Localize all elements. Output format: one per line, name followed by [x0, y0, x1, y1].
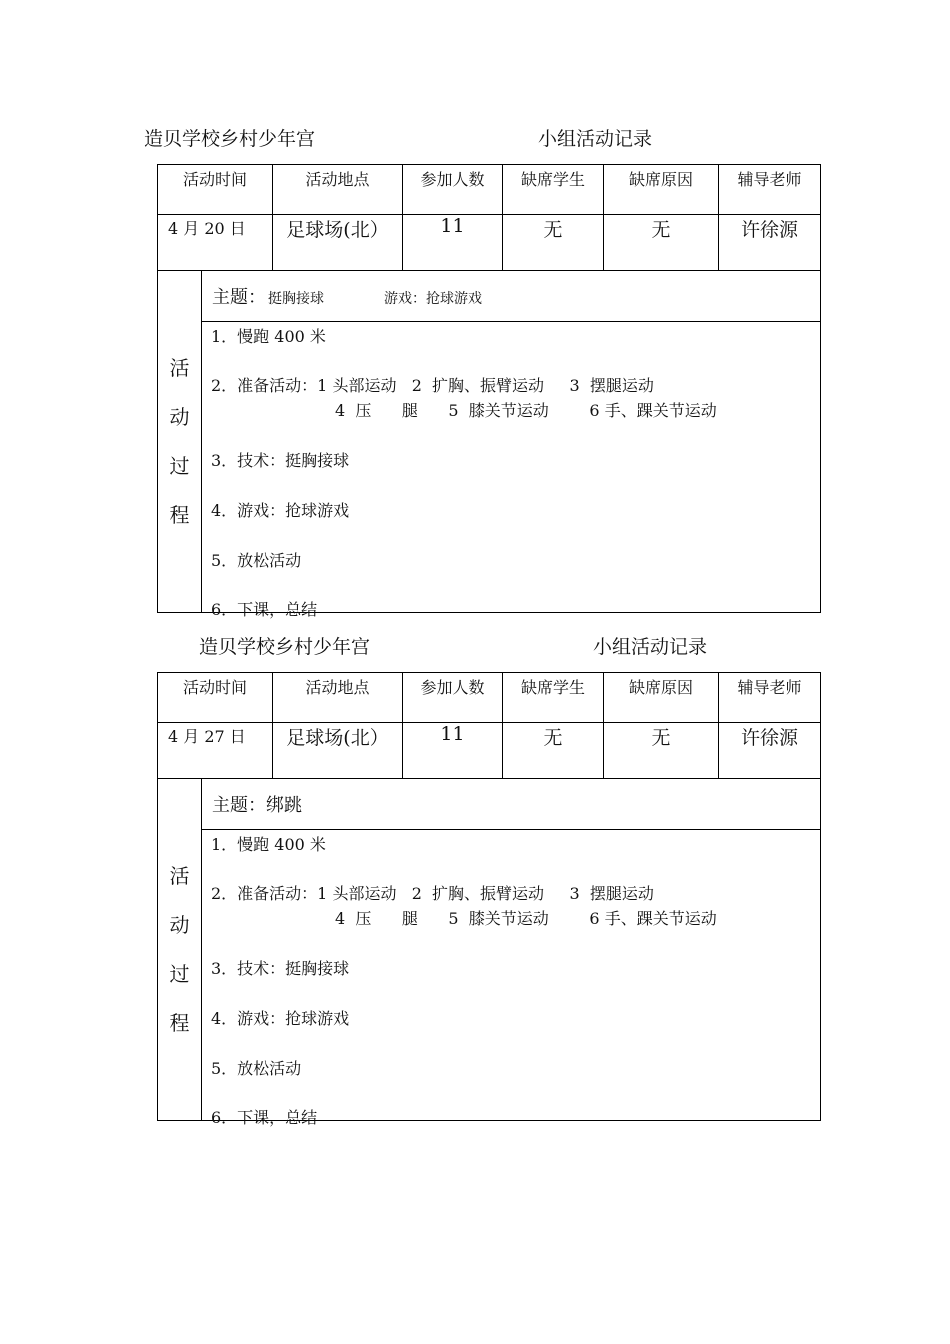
step-2-cont: 4 压 腿 5 膝关节运动 6 手、踝关节运动 — [335, 909, 717, 928]
step-1: 1．慢跑 400 米 — [211, 835, 326, 854]
date-cell: 4 月 20 日 — [158, 215, 273, 271]
header-time: 活动时间 — [158, 673, 273, 723]
theme-cell — [202, 779, 821, 830]
absent-students-cell: 无 — [503, 215, 604, 271]
absent-students-cell: 无 — [503, 723, 604, 779]
step-2: 2．准备活动：1 头部运动 2 扩胸、振臂运动 3 摆腿运动 — [211, 884, 654, 903]
step-5: 5．放松活动 — [211, 551, 302, 570]
step-5: 5．放松活动 — [211, 1059, 302, 1078]
header-teacher: 辅导老师 — [719, 673, 821, 723]
header-time: 活动时间 — [158, 165, 273, 215]
header-participants: 参加人数 — [403, 165, 503, 215]
theme-game: 游戏：抢球游戏 — [384, 291, 482, 307]
header-teacher: 辅导老师 — [719, 165, 821, 215]
location-cell: 足球场(北） — [273, 215, 403, 271]
record-table — [157, 164, 821, 619]
step-6: 6．下课，总结 — [211, 600, 318, 619]
record-table — [157, 672, 821, 1127]
date-cell: 4 月 27 日 — [158, 723, 273, 779]
record-title: 小组活动记录 — [593, 636, 708, 658]
absent-reason-cell: 无 — [604, 723, 719, 779]
header-location: 活动地点 — [273, 165, 403, 215]
step-2: 2．准备活动：1 头部运动 2 扩胸、振臂运动 3 摆腿运动 — [211, 376, 654, 395]
header-absent-reason: 缺席原因 — [604, 673, 719, 723]
process-cell — [202, 830, 821, 1127]
teacher-cell: 许徐源 — [719, 215, 821, 271]
theme-label: 主题： — [212, 287, 266, 308]
theme-cell — [202, 271, 821, 322]
step-3: 3．技术：挺胸接球 — [211, 451, 350, 470]
header-absent-students: 缺席学生 — [503, 673, 604, 723]
step-6: 6．下课，总结 — [211, 1108, 318, 1127]
process-cell — [202, 322, 821, 619]
location-cell: 足球场(北） — [273, 723, 403, 779]
school-title: 造贝学校乡村少年宫 — [199, 636, 371, 658]
process-label: 活 动 过 程 — [158, 271, 202, 613]
step-1: 1．慢跑 400 米 — [211, 327, 326, 346]
process-label: 活 动 过 程 — [158, 779, 202, 1121]
absent-reason-cell: 无 — [604, 215, 719, 271]
header-location: 活动地点 — [273, 673, 403, 723]
record-title: 小组活动记录 — [538, 128, 653, 150]
theme-label: 主题：绑跳 — [212, 795, 302, 816]
header-absent-students: 缺席学生 — [503, 165, 604, 215]
step-3: 3．技术：挺胸接球 — [211, 959, 350, 978]
header-absent-reason: 缺席原因 — [604, 165, 719, 215]
school-title: 造贝学校乡村少年宫 — [144, 128, 316, 150]
step-4: 4．游戏：抢球游戏 — [211, 501, 350, 520]
participants-cell: 11 — [403, 215, 503, 271]
step-4: 4．游戏：抢球游戏 — [211, 1009, 350, 1028]
teacher-cell: 许徐源 — [719, 723, 821, 779]
header-participants: 参加人数 — [403, 673, 503, 723]
step-2-cont: 4 压 腿 5 膝关节运动 6 手、踝关节运动 — [335, 401, 717, 420]
participants-cell: 11 — [403, 723, 503, 779]
theme-topic: 挺胸接球 — [268, 291, 324, 307]
